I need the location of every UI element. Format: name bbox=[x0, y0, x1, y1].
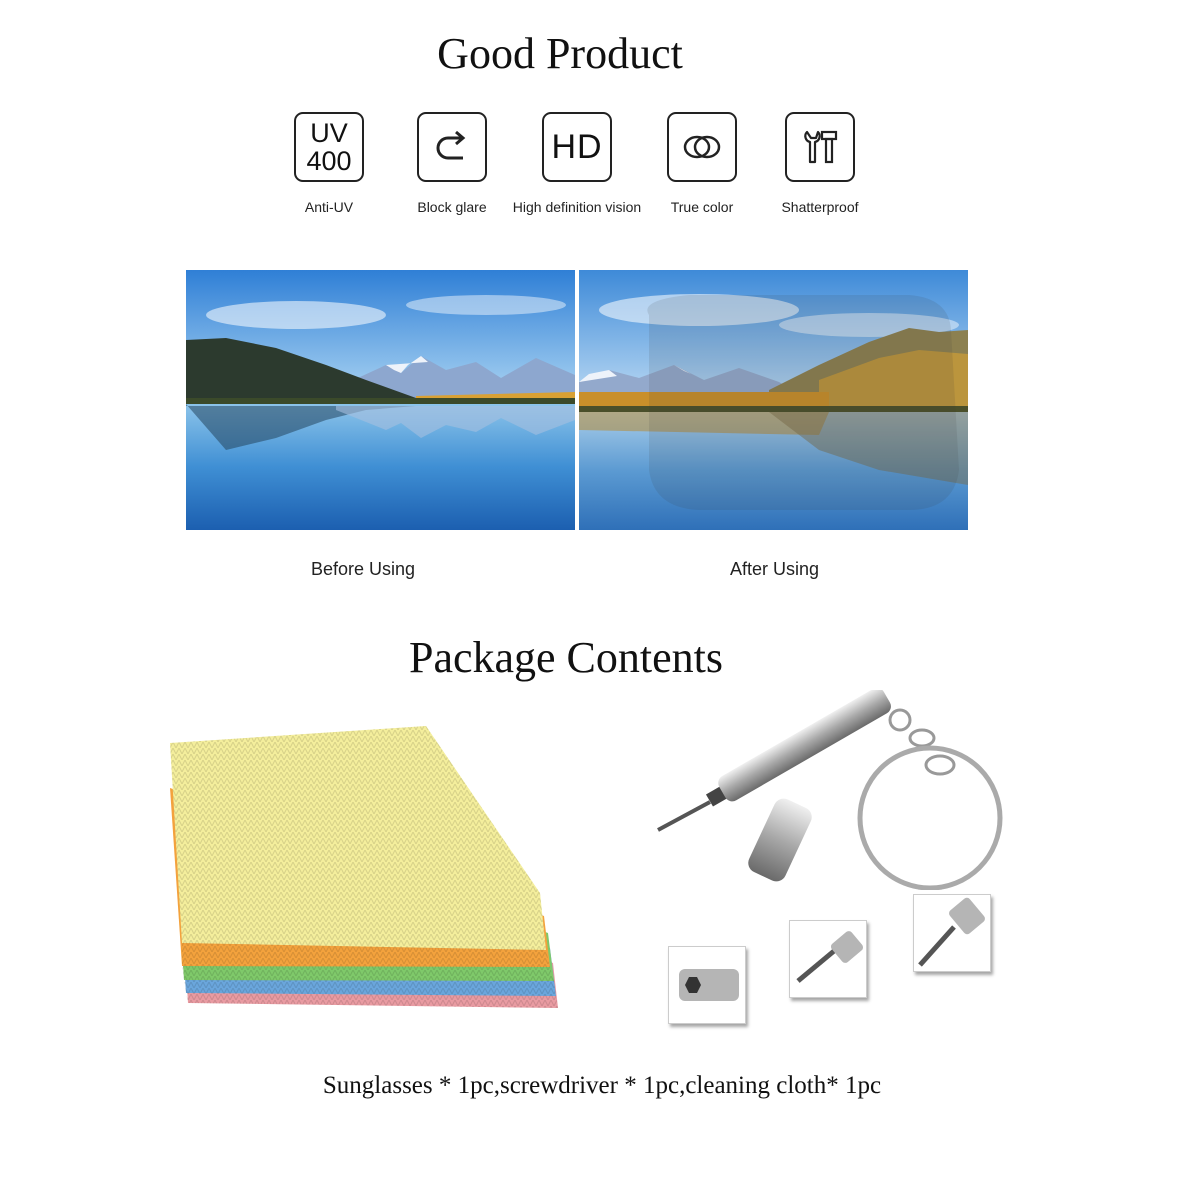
feature-hd bbox=[507, 112, 647, 215]
screwdriver-detail-phillips bbox=[789, 920, 867, 998]
hd-icon-text: HD bbox=[551, 127, 603, 166]
cleaning-cloth-image bbox=[158, 718, 558, 1008]
feature-label: Shatterproof bbox=[781, 199, 859, 215]
hd-icon bbox=[542, 112, 612, 182]
feature-shatterproof bbox=[750, 112, 890, 215]
good-product-title: Good Product bbox=[437, 29, 683, 78]
after-using-label: After Using bbox=[730, 559, 820, 579]
feature-anti-uv bbox=[259, 112, 399, 215]
tools-icon bbox=[785, 112, 855, 182]
curved-arrow-icon bbox=[417, 112, 487, 182]
uv400-icon bbox=[294, 112, 364, 182]
before-using-image bbox=[186, 270, 575, 530]
screwdriver-detail-hex bbox=[668, 946, 746, 1024]
uv400-icon-bottom-text: 400 bbox=[306, 146, 352, 176]
feature-label: Block glare bbox=[417, 199, 487, 215]
package-contents-text: Sunglasses * 1pc,screwdriver * 1pc,cleaning cloth* 1pc bbox=[322, 1072, 882, 1099]
screwdriver-keychain-image bbox=[650, 690, 1010, 890]
feature-label: True color bbox=[670, 199, 734, 215]
screwdriver-detail-flat bbox=[913, 894, 991, 972]
feature-label: High definition vision bbox=[512, 199, 642, 215]
uv400-icon-top-text: UV bbox=[310, 118, 348, 148]
after-using-image bbox=[579, 270, 968, 530]
feature-label: Anti-UV bbox=[304, 199, 354, 215]
overlapping-circles-icon bbox=[667, 112, 737, 182]
package-contents-title: Package Contents bbox=[408, 633, 724, 682]
feature-block-glare bbox=[382, 112, 522, 215]
before-using-label: Before Using bbox=[311, 559, 416, 579]
